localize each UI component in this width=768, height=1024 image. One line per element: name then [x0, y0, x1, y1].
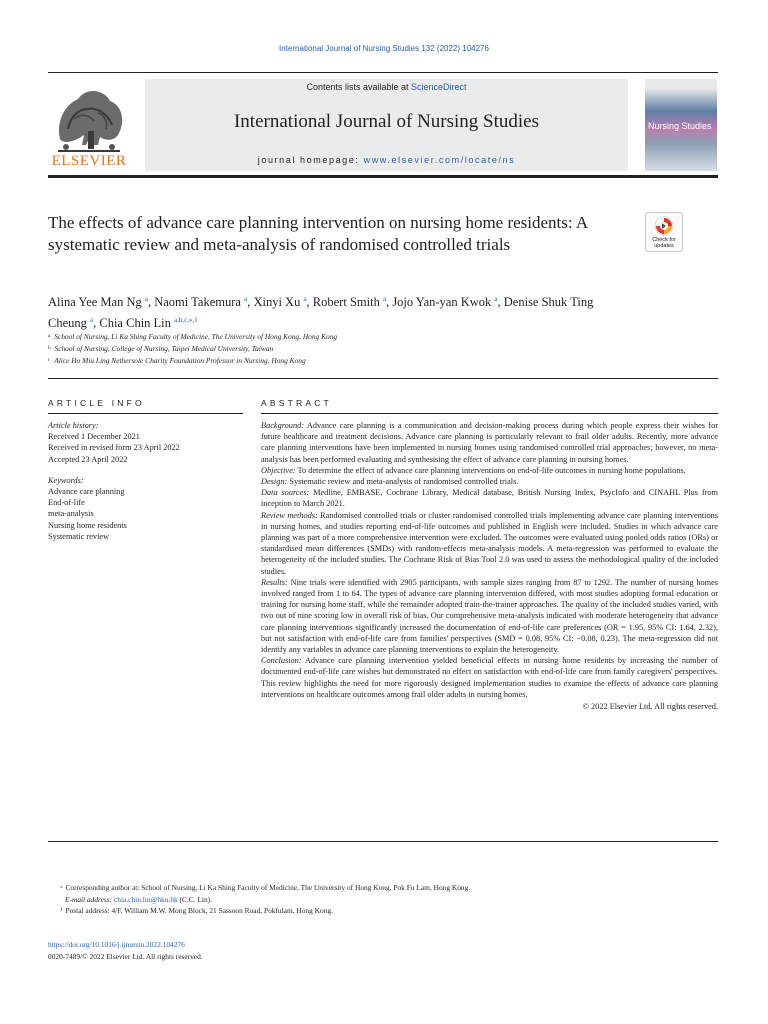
- author-affiliation-marker[interactable]: a: [494, 295, 498, 303]
- email-label: E-mail address:: [65, 894, 113, 904]
- abstract-body: [261, 420, 718, 712]
- author-separator: ,: [386, 295, 393, 310]
- affiliation-marker: a: [48, 334, 51, 339]
- check-for-updates-button[interactable]: [645, 212, 683, 252]
- abstract-section-label: Data sources:: [261, 488, 310, 498]
- journal-homepage: [145, 155, 628, 165]
- abstract-section-label: Design:: [261, 477, 288, 487]
- abstract-section: [261, 465, 718, 476]
- history-label: Article history:: [48, 421, 99, 430]
- sciencedirect-link[interactable]: ScienceDirect: [411, 82, 467, 92]
- abstract-copyright: © 2022 Elsevier Ltd. All rights reserved.: [582, 702, 718, 712]
- author-affiliation-marker[interactable]: a: [244, 295, 248, 303]
- contents-prefix: Contents lists available at: [306, 82, 412, 92]
- email-suffix: (C.C. Lin).: [179, 894, 212, 904]
- author-separator: ,: [247, 295, 254, 310]
- doi-link[interactable]: https://doi.org/10.1016/j.ijnurstu.2022.104276: [48, 940, 185, 949]
- author-name: Denise Shuk Ting Cheung: [48, 295, 594, 331]
- keyword-item: Nursing home residents: [48, 520, 127, 530]
- author-separator: ,: [93, 316, 100, 331]
- author-separator: ,: [147, 295, 155, 310]
- doi-block: [48, 939, 448, 962]
- abstract-section-text: To determine the effect of advance care planning interventions on end-of-life outcomes in nursing home populations.: [297, 465, 686, 475]
- abstract-section: [261, 476, 718, 487]
- author-name: Naomi Takemura: [154, 295, 241, 310]
- abstract-section: [261, 577, 718, 655]
- affiliation-marker: c: [48, 357, 51, 363]
- elsevier-wordmark: ELSEVIER: [51, 153, 127, 169]
- author-separator: ,: [497, 295, 504, 310]
- author-affiliation-marker[interactable]: a: [303, 295, 307, 303]
- history-item: Received in revised form 23 April 2022: [48, 443, 180, 453]
- issn-copyright: 0020-7489/© 2022 Elsevier Ltd. All rights reserved.: [48, 951, 203, 961]
- homepage-prefix: journal homepage:: [257, 155, 364, 165]
- check-updates-icon: [654, 216, 674, 236]
- affiliation-text: School of Nursing, Li Ka Shing Faculty of Medicine, The University of Hong Kong, Hong Kong: [54, 332, 338, 341]
- homepage-link[interactable]: www.elsevier.com/locate/ns: [363, 155, 516, 165]
- keyword-item: meta-analysis: [48, 509, 94, 519]
- abstract-section-text: Advance care planning intervention yielded beneficial effects in nursing home residents by increasing the number of documented end-of-life care wishes but demonstrated no effect on satisfaction with end-of-life care from family caregivers' perspectives. This review highlights the need for more rigorously designed implementation studies to examine the effects of advance care planning interventions on healthcare outcomes among frail older adults in nursing homes.: [261, 656, 718, 699]
- abstract-section-label: Review methods:: [261, 510, 318, 520]
- keywords-block: [48, 475, 243, 542]
- footnotes: [60, 882, 700, 917]
- abstract-section: [261, 510, 718, 577]
- postal-address-note: [60, 905, 700, 917]
- author-list: [48, 290, 638, 332]
- contents-availability: [145, 82, 628, 92]
- affiliation-item: [48, 343, 688, 355]
- footnote-divider: [48, 841, 718, 842]
- affiliation-item: [48, 331, 688, 343]
- check-updates-label: Check for updates: [652, 237, 676, 249]
- corresponding-marker: ⁎: [60, 885, 63, 890]
- abstract-section-label: Background:: [261, 421, 305, 430]
- abstract-divider: [261, 413, 718, 414]
- abstract-section-label: Objective:: [261, 465, 296, 475]
- article-info: [48, 420, 243, 542]
- article-title: The effects of advance care planning intervention on nursing home residents: A systematic review and meta-analysis of randomised controlled trials: [48, 213, 588, 254]
- author-name: Xinyi Xu: [253, 295, 301, 310]
- abstract-section-label: Conclusion:: [261, 656, 302, 666]
- keyword-item: Advance care planning: [48, 487, 125, 497]
- abstract-section-text: Nine trials were identified with 2905 participants, with sample sizes ranging from 87 to 1292. The number of nursing homes involved ranged from 1 to 64. The types of advance care planning intervention differed, with most studies adopting formal education or training for nursing home staff, while the remainder adopted train-the-trainer approaches. The quality of the included studies varied, with two out of nine scoring low in overall risk of bias. Our comprehensive meta-analysis indicated with moderate heterogeneity that advance care planning interventions significantly increased the documentation of end-of-life care preferences (OR = 1.95, 95% CI: 1.64, 2.32), but not satisfaction with end-of-life care from families' perspectives (SMD = 0.08, 95% CI: −0.08, 0.23). The meta-regression did not identify any variables in advance care planning interventions to explain the heterogeneity.: [261, 577, 718, 655]
- author-name: Chia Chin Lin: [99, 316, 171, 331]
- affiliation-text: School of Nursing, College of Nursing, Taipei Medical University, Taiwan: [54, 343, 274, 353]
- abstract-section-text: Advance care planning is a communication and decision-making process during which people express their wishes for future healthcare and treatment decisions. Advance care planning is particularly relevant to frail older adults. Recently, more advance care planning interventions have been implemented in nursing homes using randomised controlled trial approaches; however, no meta-analysis has been performed evaluating and synthesising the effect of advance care planning in nursing homes.: [261, 421, 718, 464]
- abstract-section-label: Results:: [261, 577, 288, 587]
- cover-title: Nursing Studies: [648, 121, 712, 131]
- postal-marker: 1: [60, 908, 63, 914]
- abstract-section-text: Systematic review and meta-analysis of randomised controlled trials.: [289, 477, 519, 487]
- affiliation-text: Alice Ho Miu Ling Nethersole Charity Foundation Professor in Nursing, Hong Kong: [54, 355, 306, 365]
- author-separator: ,: [306, 295, 313, 310]
- journal-band: [145, 79, 628, 171]
- abstract-section-text: Medline, EMBASE, Cochrane Library, Medical database, British Nursing Index, PsycInfo and CINAHL Plus from inception to March 2021.: [261, 488, 718, 509]
- section-divider: [48, 378, 718, 379]
- author-name: Robert Smith: [312, 295, 380, 310]
- abstract-section: [261, 487, 718, 509]
- history-item: Received 1 December 2021: [48, 432, 140, 442]
- history-item: Accepted 23 April 2022: [48, 454, 128, 464]
- abstract-section: [261, 655, 718, 700]
- article-info-divider: [48, 413, 243, 414]
- affiliation-list: [48, 331, 688, 366]
- postal-text: Postal address: 4/F, William M.W. Mong Block, 21 Sassoon Road, Pokfulam, Hong Kong.: [65, 906, 333, 916]
- author-name: Jojo Yan-yan Kwok: [392, 295, 492, 310]
- journal-masthead: [48, 72, 718, 178]
- abstract-heading: ABSTRACT: [261, 398, 332, 408]
- corresponding-author-note: [60, 882, 700, 894]
- keywords-label: Keywords:: [48, 475, 84, 485]
- abstract-sections: [261, 420, 718, 700]
- corresponding-text: Corresponding author at: School of Nursing, Li Ka Shing Faculty of Medicine, The University of Hong Kong, Pok Fu Lam, Hong Kong.: [65, 883, 471, 892]
- keyword-item: End-of-life: [48, 498, 85, 508]
- author-affiliation-marker[interactable]: a: [90, 316, 94, 325]
- affiliation-marker: b: [48, 345, 51, 351]
- article-info-heading: ARTICLE INFO: [48, 398, 145, 408]
- abstract-section-text: Randomised controlled trials or cluster randomised controlled trials implementing advance care planning interventions in nursing homes, and studies reporting end-of-life outcomes and published in English were included. Studies in which advance care planning was part of a more comprehensive intervention were excluded. The outcomes were evaluated using pooled odds ratios (ORs) or standardised mean differences (SMDs) with random-effects meta-analysis models. A meta-regression was performed to evaluate the heterogeneity of the included studies. The Cochrane Risk of Bias Tool 2.0 was used to assess the methodological quality of the included studies.: [261, 510, 718, 576]
- journal-name: International Journal of Nursing Studies: [233, 111, 539, 132]
- abstract-section: [261, 420, 718, 465]
- author-affiliation-marker[interactable]: a: [144, 295, 148, 303]
- keyword-item: Systematic review: [48, 531, 110, 541]
- email-link[interactable]: chia.chin.lin@hku.hk: [114, 894, 178, 904]
- affiliation-item: [48, 355, 688, 367]
- email-note: [60, 894, 700, 906]
- author-affiliation-marker[interactable]: a,b,c,⁎,1: [174, 316, 198, 325]
- journal-citation[interactable]: International Journal of Nursing Studies 132 (2022) 104276: [279, 44, 489, 53]
- author-affiliation-marker[interactable]: a: [382, 295, 387, 303]
- keywords-list: [48, 486, 243, 542]
- history-list: [48, 431, 243, 465]
- author-name: Alina Yee Man Ng: [48, 295, 142, 310]
